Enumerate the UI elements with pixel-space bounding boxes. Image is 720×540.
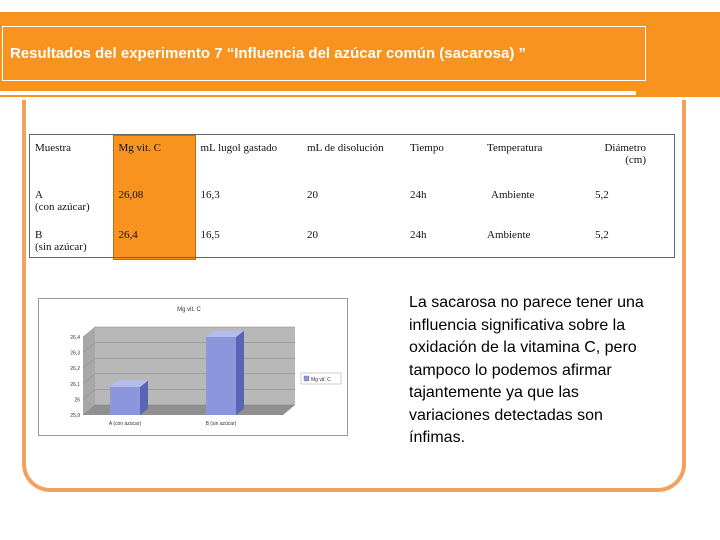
chart-x-tick-label: B (sin azúcar) bbox=[205, 421, 237, 427]
cell-ml-lugol: 16,3 bbox=[200, 189, 220, 201]
cell-temperatura: Ambiente bbox=[487, 229, 531, 241]
chart-bar bbox=[206, 337, 236, 415]
header-ml-lugol: mL lugol gastado bbox=[195, 136, 302, 184]
table-row bbox=[30, 183, 674, 223]
cell-diametro: 5,2 bbox=[595, 229, 609, 241]
chart-bar bbox=[110, 387, 140, 415]
cell-mg-vit-c: 26,08 bbox=[113, 183, 195, 223]
legend-label: Mg vit. C bbox=[311, 377, 331, 383]
muestra-label: B bbox=[35, 229, 43, 241]
cell-tiempo: 24h bbox=[410, 189, 427, 201]
header-ml-disolucion: mL de disolución bbox=[302, 136, 405, 184]
chart-y-tick-label: 26,2 bbox=[70, 366, 80, 373]
muestra-label: A bbox=[35, 189, 43, 201]
muestra-sub: (con azúcar) bbox=[35, 201, 90, 213]
title-box bbox=[2, 26, 646, 81]
chart-x-tick-label: A (con azúcar) bbox=[108, 421, 142, 427]
legend-swatch bbox=[304, 376, 309, 381]
header-tiempo: Tiempo bbox=[405, 136, 482, 184]
vitamin-c-chart bbox=[39, 299, 347, 435]
conclusion-text: La sacarosa no parece tener una influencia significativa sobre la oxidación de la vitamina C, pero tampoco lo podemos afirmar tajantemente ya que las variaciones detectadas son ínfimas. bbox=[409, 294, 644, 446]
cell-mg-vit-c: 26,4 bbox=[113, 223, 195, 260]
page-title: Resultados del experimento 7 “Influencia del azúcar común (sacarosa) ” bbox=[10, 45, 526, 62]
header-mg-vit-c: Mg vit. C bbox=[113, 136, 195, 184]
table-row bbox=[30, 223, 674, 260]
cell-ml-disolucion: 20 bbox=[307, 189, 318, 201]
cell-ml-disolucion: 20 bbox=[307, 229, 318, 241]
cell-tiempo: 24h bbox=[410, 229, 427, 241]
chart-bar-side bbox=[236, 331, 244, 415]
cell-muestra bbox=[30, 223, 113, 260]
chart-container bbox=[38, 298, 348, 436]
header-muestra: Muestra bbox=[30, 136, 113, 184]
muestra-sub: (sin azúcar) bbox=[35, 241, 87, 253]
header-temperatura: Temperatura bbox=[482, 136, 590, 184]
chart-y-tick-label: 26,3 bbox=[70, 350, 80, 357]
chart-y-tick-label: 26,1 bbox=[70, 381, 80, 388]
chart-y-tick-label: 25,9 bbox=[70, 413, 80, 419]
header-diametro: Diámetro (cm) bbox=[590, 136, 674, 184]
cell-diametro: 5,2 bbox=[595, 189, 609, 201]
chart-y-tick-label: 26 bbox=[74, 397, 80, 404]
cell-temperatura: Ambiente bbox=[491, 189, 535, 201]
cell-ml-lugol: 16,5 bbox=[200, 229, 220, 241]
cell-muestra bbox=[30, 183, 113, 223]
chart-side-wall bbox=[83, 327, 95, 415]
chart-title: Mg vit. C bbox=[177, 307, 201, 313]
table-header-row bbox=[30, 136, 674, 184]
results-table bbox=[30, 135, 675, 260]
chart-y-tick-label: 26,4 bbox=[70, 335, 80, 341]
header-divider bbox=[0, 91, 636, 95]
